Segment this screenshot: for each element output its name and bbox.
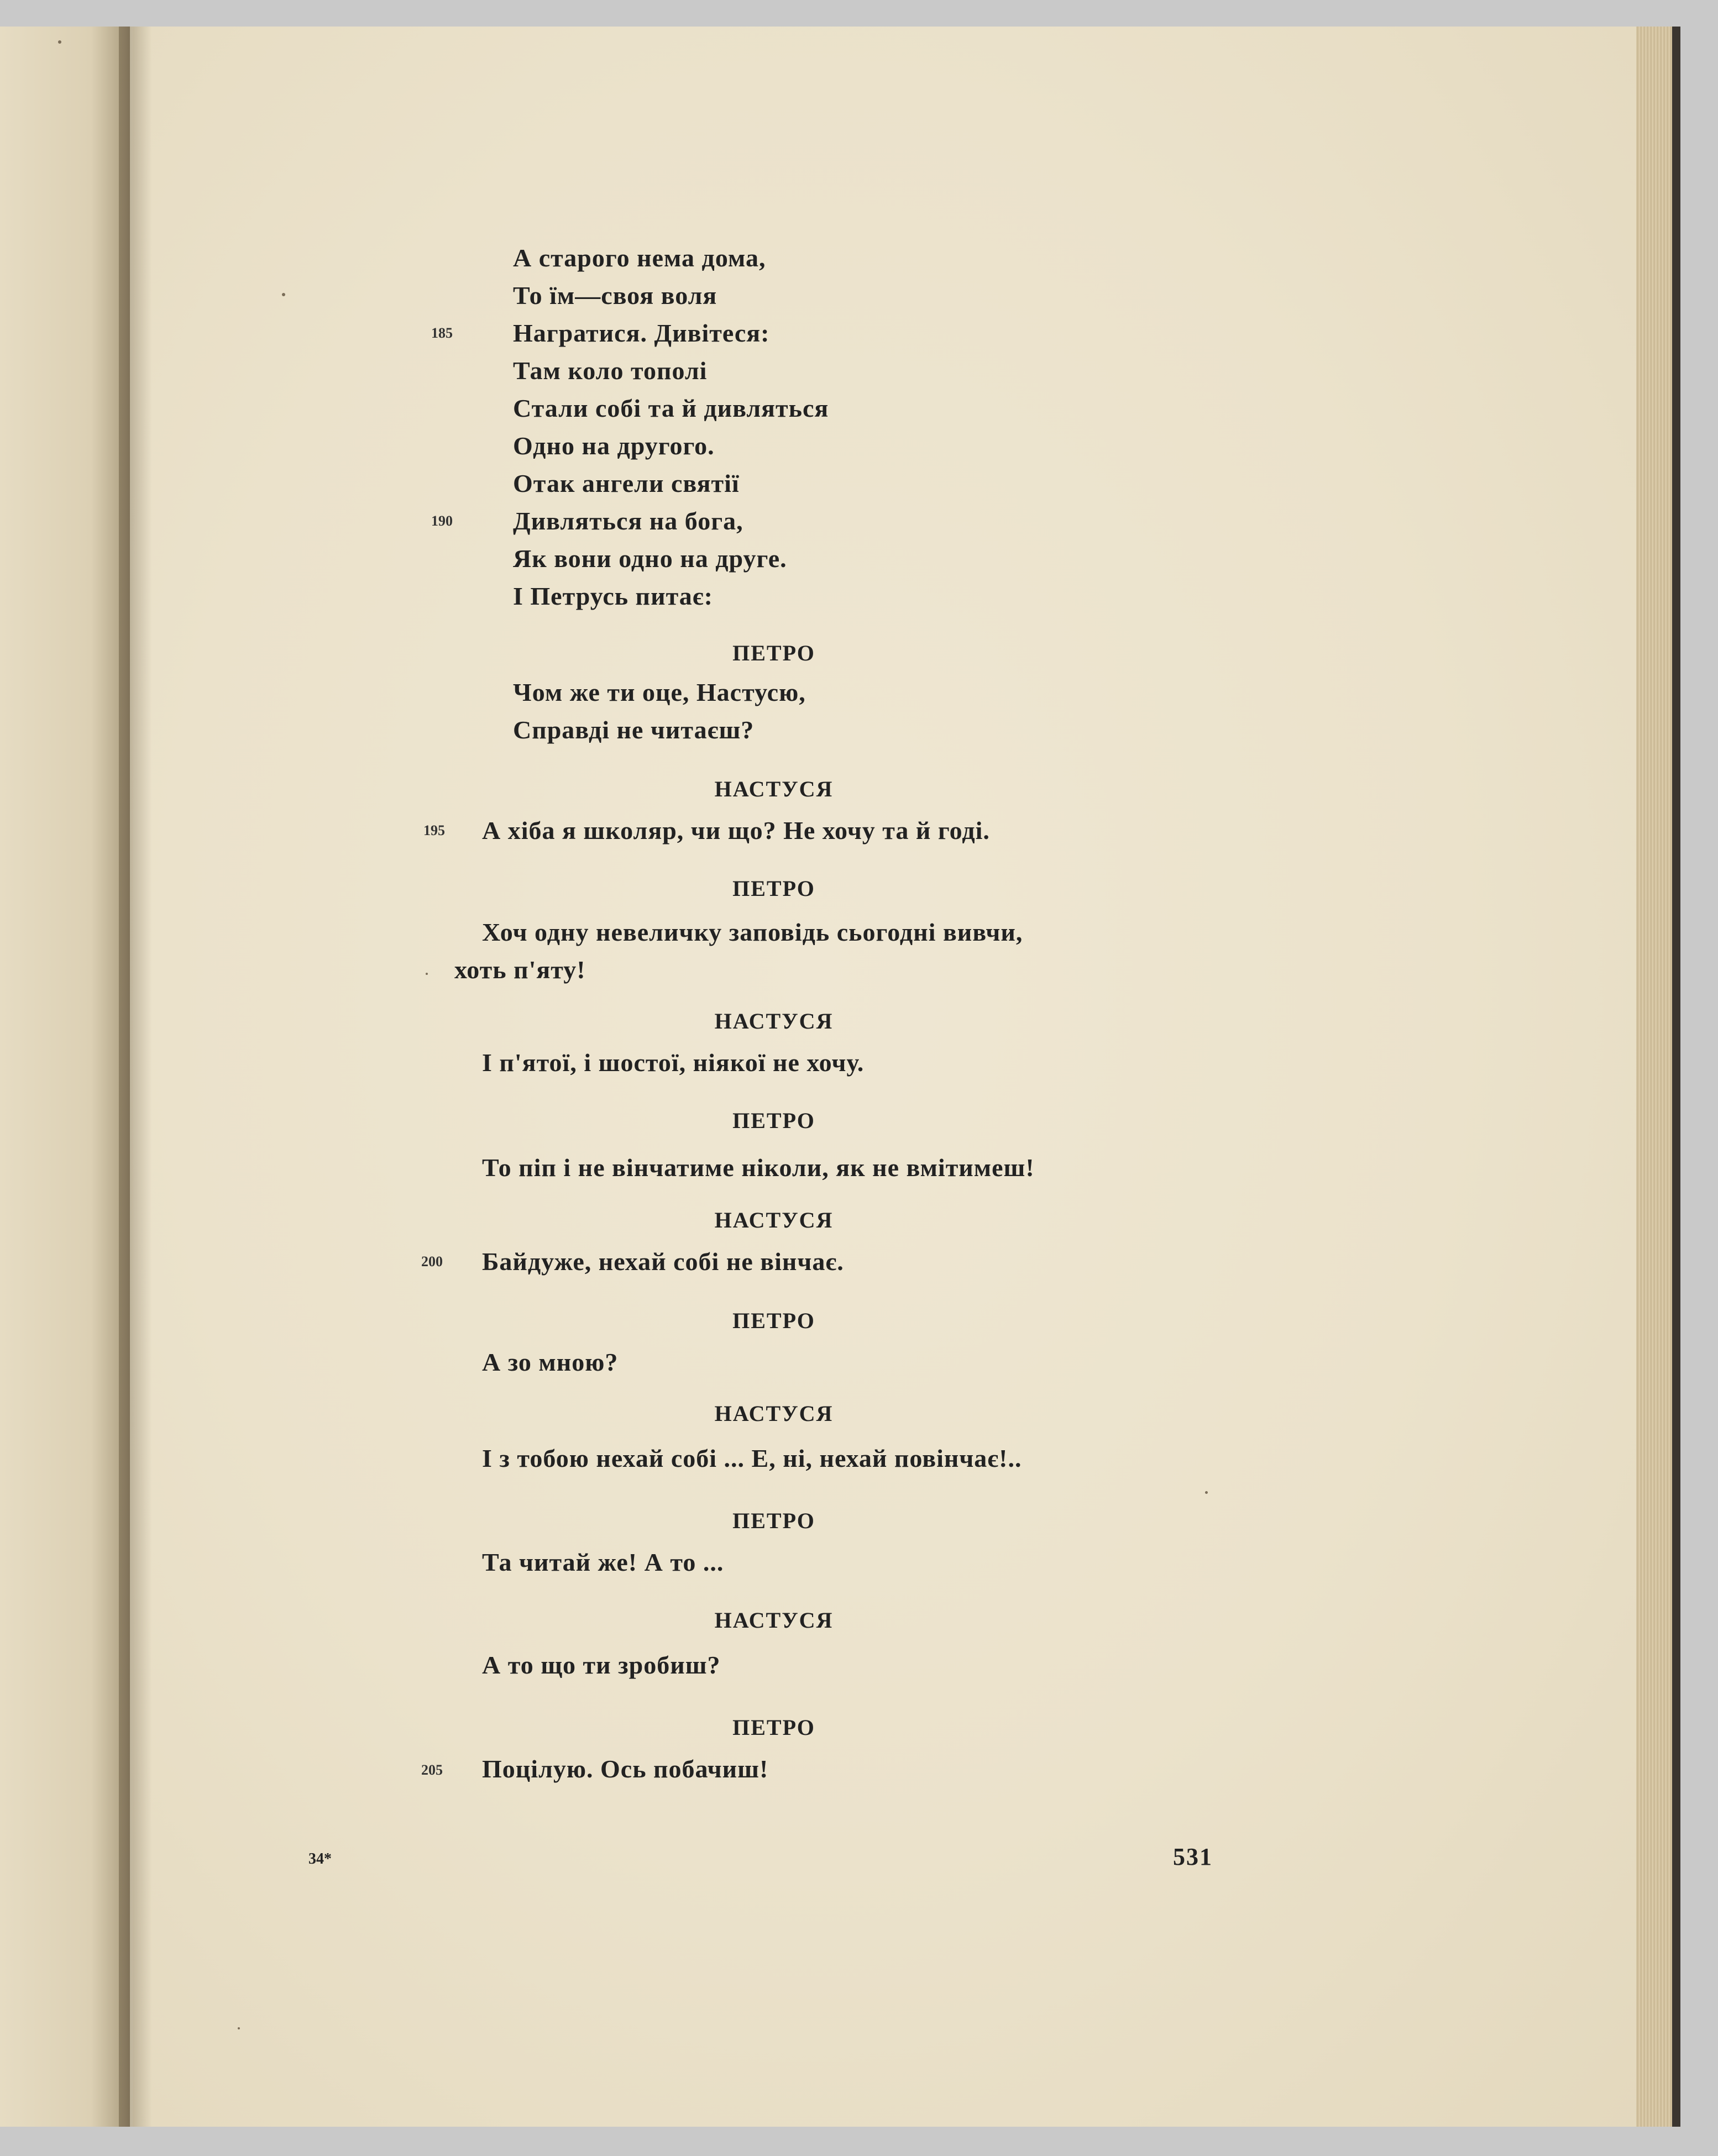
dialogue-line: Поцілую. Ось побачиш! — [482, 1755, 769, 1783]
paper-speck — [426, 973, 428, 975]
dialogue-line: А хіба я школяр, чи що? Не хочу та й годі. — [482, 816, 990, 844]
speaker-name: ПЕТРО — [732, 1308, 815, 1333]
cover-edge — [1672, 27, 1680, 2127]
line-number: 190 — [431, 513, 453, 529]
verse-line: А старого нема дома, — [513, 244, 766, 272]
dialogue-line: Та читай же! А то ... — [482, 1548, 724, 1576]
verse-line: Одно на другого. — [513, 432, 715, 460]
verse-line: І Петрусь питає: — [513, 582, 713, 610]
dialogue-line: А то що ти зробиш? — [482, 1651, 721, 1679]
paper-speck — [282, 293, 285, 296]
signature-mark: 34* — [308, 1850, 332, 1868]
verse-line: Дивляться на бога, — [513, 507, 743, 535]
dialogue-line: хоть п'яту! — [454, 956, 586, 984]
line-number: 185 — [431, 325, 453, 341]
verse-line: Отак ангели святії — [513, 469, 740, 497]
dialogue-line: А зо мною? — [482, 1348, 619, 1376]
line-number: 200 — [421, 1253, 443, 1270]
speaker-name: НАСТУСЯ — [714, 1608, 834, 1633]
speaker-name: ПЕТРО — [732, 1715, 815, 1740]
speaker-name: НАСТУСЯ — [714, 1401, 834, 1426]
page-number: 531 — [1173, 1843, 1213, 1870]
verse-line: Награтися. Дивітеся: — [513, 319, 770, 347]
speaker-name: ПЕТРО — [732, 876, 815, 901]
dialogue-line: То піп і не вінчатиме ніколи, як не вмітимеш! — [482, 1153, 1035, 1182]
speaker-name: ПЕТРО — [732, 1508, 815, 1533]
speaker-name: ПЕТРО — [732, 1108, 815, 1133]
verse-line: Стали собі та й дивляться — [513, 394, 829, 422]
speaker-name: ПЕТРО — [732, 641, 815, 665]
verse-line: То їм—своя воля — [513, 281, 717, 310]
line-number: 195 — [423, 822, 445, 838]
dialogue-line: І п'ятої, і шостої, ніякої не хочу. — [482, 1048, 865, 1077]
left-page-edge — [0, 27, 130, 2127]
dialogue-line: Чом же ти оце, Настусю, — [513, 678, 806, 706]
book-scan — [0, 27, 1680, 2127]
dialogue-line: Справді не читаєш? — [513, 716, 755, 744]
verse-line: Як вони одно на друге. — [513, 544, 787, 573]
line-number: 205 — [421, 1762, 443, 1778]
speaker-name: НАСТУСЯ — [714, 1009, 834, 1034]
dialogue-line: Хоч одну невеличку заповідь сьогодні вивчи, — [482, 918, 1023, 946]
paper-speck — [1205, 1491, 1208, 1494]
gutter-shadow — [119, 27, 152, 2127]
dialogue-line: І з тобою нехай собі ... Е, ні, нехай повінчає!.. — [482, 1444, 1022, 1472]
verse-line: Там коло тополі — [513, 356, 708, 385]
paper-speck — [58, 40, 61, 44]
right-page — [133, 27, 1647, 2127]
speaker-name: НАСТУСЯ — [714, 777, 834, 801]
paper-speck — [238, 2027, 240, 2029]
dialogue-line: Байдуже, нехай собі не вінчає. — [482, 1247, 844, 1276]
speaker-name: НАСТУСЯ — [714, 1208, 834, 1232]
